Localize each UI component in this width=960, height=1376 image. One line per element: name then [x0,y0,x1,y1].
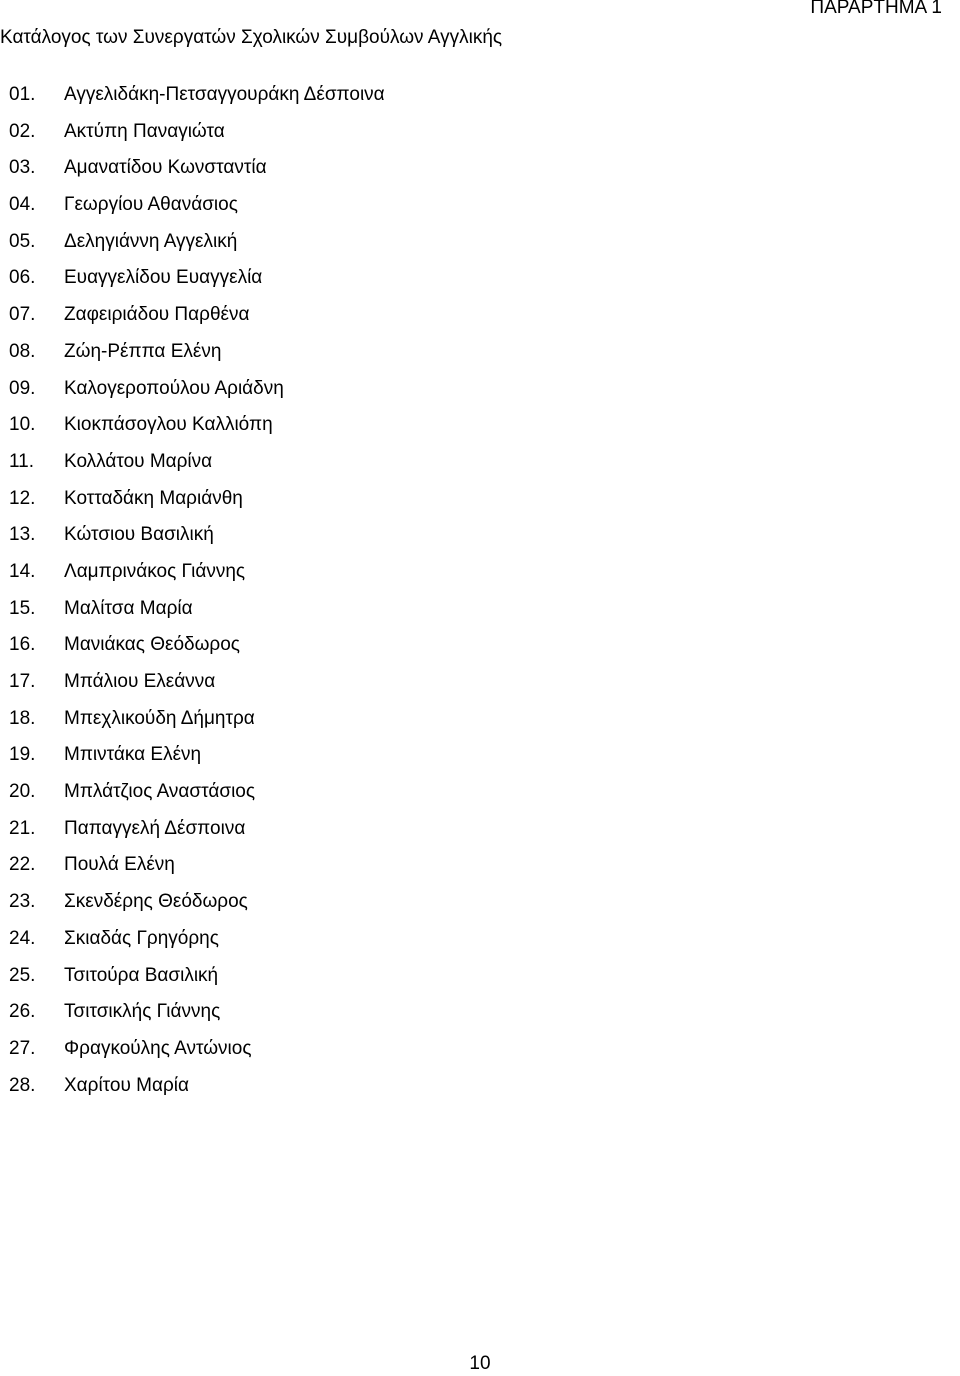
list-item-name: Μανιάκας Θεόδωρος [64,634,240,656]
list-item-name: Μπεχλικούδη Δήμητρα [64,707,255,729]
list-item-number: 05. [9,230,36,252]
list-item [9,192,385,229]
list-item [9,999,385,1036]
list-item-name: Χαρίτου Μαρία [64,1074,189,1096]
list-item-number: 26. [9,1001,36,1023]
list-item-name: Παπαγγελή Δέσποινα [64,817,246,839]
list-item-name: Μπιντάκα Ελένη [64,744,202,766]
list-item [9,339,385,376]
list-item-name: Ζαφειριάδου Παρθένα [64,304,250,326]
list-item [9,486,385,523]
list-item [9,82,385,119]
list-item [9,559,385,596]
list-item-number: 18. [9,707,36,729]
list-item-number: 28. [9,1074,36,1096]
list-item [9,155,385,192]
list-item-number: 10. [9,414,36,436]
list-item [9,816,385,853]
list-item [9,449,385,486]
collaborators-list [9,82,385,1109]
list-item-name: Κοτταδάκη Μαριάνθη [64,487,243,509]
list-item-number: 25. [9,964,36,986]
list-item-number: 09. [9,377,36,399]
list-item [9,119,385,156]
list-item-name: Ακτύπη Παναγιώτα [64,120,225,142]
list-item-name: Ζώη-Ρέππα Ελένη [64,340,222,362]
list-item-name: Ευαγγελίδου Ευαγγελία [64,267,263,289]
list-item-name: Σκενδέρης Θεόδωρος [64,891,248,913]
list-item-name: Τσιτσικλής Γιάννης [64,1001,221,1023]
list-item-number: 08. [9,340,36,362]
list-item-number: 22. [9,854,36,876]
list-item [9,1036,385,1073]
list-item-number: 03. [9,157,36,179]
list-item-number: 07. [9,304,36,326]
appendix-label: ΠΑΡΑΡΤΗΜΑ 1 [810,0,942,18]
list-item [9,852,385,889]
list-item-name: Μπάλιου Ελεάννα [64,671,216,692]
list-item [9,522,385,559]
list-item [9,412,385,449]
list-item-number: 27. [9,1037,36,1059]
list-item-name: Φραγκούλης Αντώνιος [64,1037,252,1059]
list-item-number: 02. [9,120,36,142]
list-item-number: 20. [9,781,36,803]
list-item-name: Λαμπρινάκος Γιάννης [64,560,246,582]
list-item-name: Πουλά Ελένη [64,854,175,876]
list-item-number: 12. [9,487,36,509]
list-item-number: 17. [9,671,36,692]
list-item [9,1073,385,1110]
list-item [9,632,385,669]
list-item-number: 06. [9,267,36,289]
list-item-name: Κώτσιου Βασιλική [64,524,214,546]
list-item [9,742,385,779]
list-item [9,376,385,413]
list-item-name: Γεωργίου Αθανάσιος [64,194,238,216]
list-item-number: 11. [9,450,35,472]
list-item-name: Κολλάτου Μαρίνα [64,450,213,472]
list-item-name: Αγγελιδάκη-Πετσαγγουράκη Δέσποινα [64,84,385,105]
list-item-number: 16. [9,634,36,656]
list-item-number: 23. [9,891,36,913]
list-item-name: Μπλάτζιος Αναστάσιος [64,781,256,803]
list-item-name: Καλογεροπούλου Αριάδνη [64,377,284,399]
list-item-name: Τσιτούρα Βασιλική [64,964,219,986]
document-title: Κατάλογος των Συνεργατών Σχολικών Συμβούλων Αγγλικής [0,27,503,48]
list-item-number: 19. [9,744,36,766]
list-item [9,229,385,266]
list-item-name: Μαλίτσα Μαρία [64,597,193,619]
list-item-number: 15. [9,597,36,619]
list-item [9,669,385,706]
list-item-number: 01. [9,84,36,105]
list-item [9,779,385,816]
list-item [9,265,385,302]
page-number: 10 [469,1353,491,1374]
list-item-number: 24. [9,927,36,949]
list-item [9,926,385,963]
list-item-name: Κιοκπάσογλου Καλλιόπη [64,414,273,436]
list-item-number: 04. [9,194,36,216]
list-item [9,889,385,926]
list-item-number: 13. [9,524,36,546]
list-item [9,302,385,339]
list-item-number: 21. [9,817,36,839]
list-item-name: Δεληγιάννη Αγγελική [64,230,238,252]
list-item-name: Σκιαδάς Γρηγόρης [64,927,219,949]
list-item [9,596,385,633]
list-item [9,963,385,1000]
list-item-number: 14. [9,560,36,582]
list-item-name: Αμανατίδου Κωνσταντία [64,157,267,179]
list-item [9,706,385,743]
